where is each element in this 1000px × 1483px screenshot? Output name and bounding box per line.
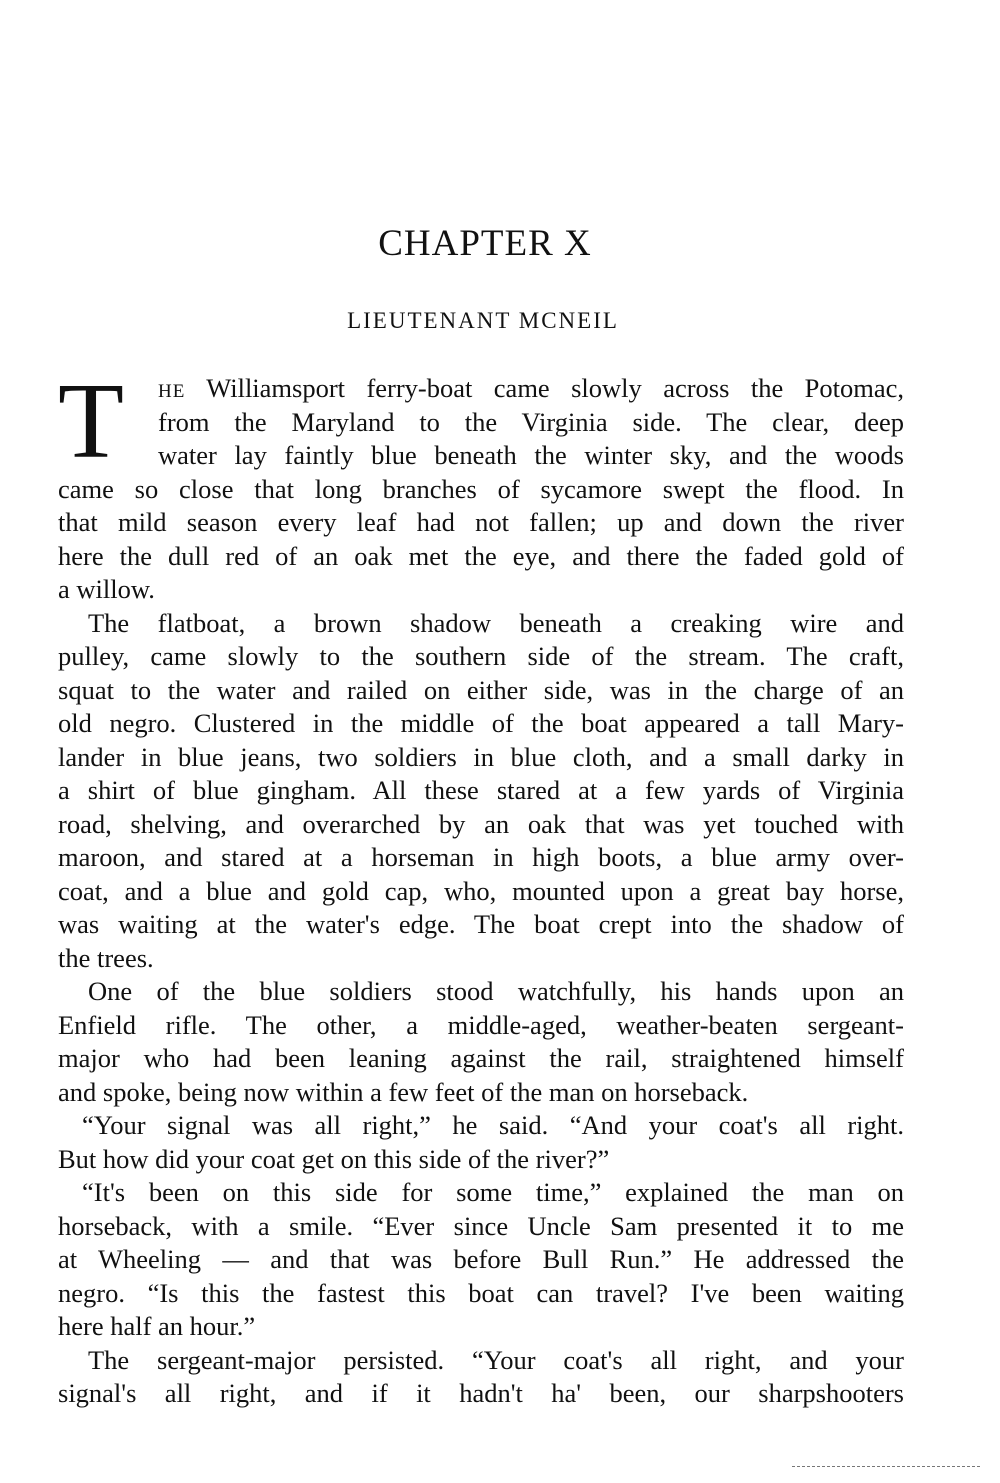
text-line (58, 372, 904, 406)
text-line: The sergeant-major persisted. “Your coat's all right, and your (88, 1344, 904, 1375)
text-line: here the dull red of an oak met the eye, and there the faded gold of (58, 540, 904, 571)
text-line: “It's been on this side for some time,” explained the man on (82, 1177, 904, 1207)
text-line: maroon, and stared at a horseman in high boots, a blue army over- (58, 842, 904, 872)
text-line: that mild season every leaf had not fallen; up and down the river (58, 507, 904, 537)
text-line: signal's all right, and if it hadn't ha' been, our sharpshooters (58, 1378, 904, 1408)
text-line: and spoke, being now within a few feet of the man on horseback. (58, 1076, 749, 1107)
text-line: the trees. (58, 942, 154, 973)
text-line: came so close that long branches of sycamore swept the flood. In (58, 473, 904, 504)
text-line: at Wheeling — and that was before Bull Run.” He addressed the (58, 1244, 904, 1274)
text-line: here half an hour.” (58, 1311, 256, 1341)
text-line: coat, and a blue and gold cap, who, mounted upon a great bay horse, (58, 875, 904, 906)
text-line-content: Williamsport ferry-boat came slowly across the Potomac, (185, 373, 904, 403)
footer-rule (792, 1466, 980, 1467)
text-line: The flatboat, a brown shadow beneath a creaking wire and (88, 607, 904, 638)
text-line: But how did your coat get on this side of the river?” (58, 1143, 610, 1174)
drop-cap: T (58, 362, 124, 481)
smallcaps-word: HE (158, 381, 186, 402)
text-line: Enfield rifle. The other, a middle-aged, weather-beaten sergeant- (58, 1009, 904, 1040)
chapter-title: CHAPTER X (378, 223, 592, 264)
text-line: was waiting at the water's edge. The boat crept into the shadow of (58, 909, 904, 939)
text-line: from the Maryland to the Virginia side. The clear, deep (158, 406, 904, 437)
text-line: squat to the water and railed on either side, was in the charge of an (58, 674, 904, 705)
text-line: One of the blue soldiers stood watchfully, his hands upon an (88, 976, 904, 1006)
text-line: lander in blue jeans, two soldiers in blue cloth, and a small darky in (58, 741, 904, 772)
text-line: pulley, came slowly to the southern side of the stream. The craft, (58, 641, 904, 671)
text-line: “Your signal was all right,” he said. “And your coat's all right. (82, 1110, 904, 1140)
text-line: horseback, with a smile. “Ever since Uncle Sam presented it to me (58, 1210, 904, 1241)
text-line: old negro. Clustered in the middle of the boat appeared a tall Mary- (58, 708, 904, 738)
text-line: major who had been leaning against the rail, straightened himself (58, 1043, 904, 1073)
text-line: road, shelving, and overarched by an oak that was yet touched with (58, 808, 904, 839)
text-line: water lay faintly blue beneath the winter sky, and the woods (158, 440, 904, 470)
text-line: a willow. (58, 574, 155, 604)
text-line: a shirt of blue gingham. All these stared at a few yards of Virginia (58, 775, 904, 805)
body-text (58, 362, 904, 1411)
chapter-subtitle: LIEUTENANT MCNEIL (347, 308, 619, 333)
text-line: negro. “Is this the fastest this boat can travel? I've been waiting (58, 1277, 904, 1308)
